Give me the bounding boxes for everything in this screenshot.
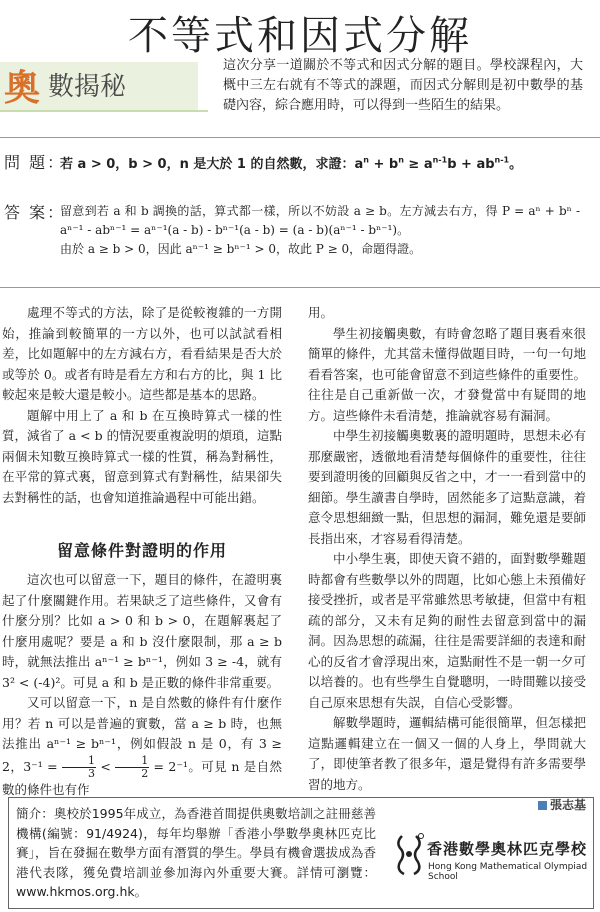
divider-top [0, 137, 600, 138]
right-paragraph-2: 中學生初接觸奧數裏的證明題時，思想未必有那麼嚴密，透徹地看清楚每個條件的重要性，往往要到證明後的回顧與反省之中，才一一看到當中的細節。學生讀書自學時，固然能多了這點意識，着意令思想細緻一點，但思想的漏洞，難免還是要師長指出來，才容易看得清楚。 [308, 428, 586, 546]
author-byline: 張志基 [308, 795, 586, 816]
right-paragraph-0: 用。 [308, 305, 334, 320]
school-name-chinese: 香港數學奧林匹克學校 [427, 840, 588, 858]
left-column-bottom [2, 570, 282, 800]
answer-text [60, 202, 580, 259]
left-paragraph-3: 這次也可以留意一下，題目的條件，在證明裏起了什麼關鍵作用。若果缺乏了這些條件，又會有什麼分別？比如 a > 0 和 b > 0，在題解裏起了什麼用處呢？要是 a 和 b 沒什麼限制，那 a ≥ b 時，就無法推出 aⁿ⁻¹ ≥ bⁿ⁻¹，例如 3 ≥ -4，就有 3² < (-4)²。可見 a 和 b 是正數的條件非常重要。 [2, 572, 282, 690]
page-title: 不等式和因式分解 [128, 13, 472, 59]
divider-middle [0, 287, 600, 288]
intro-paragraph: 這次分享一道關於不等式和因式分解的題目。學校課程內，大概中三左右就有不等式的課題，而因式分解則是初中數學的基礎內容，綜合應用時，可以得到一些陌生的結果。 [223, 58, 583, 113]
subheading: 留意條件對證明的作用 [56, 541, 227, 560]
question-text: 若 a > 0，b > 0，n 是大於 1 的自然數，求證：$a^n + b^n \ge a^{n-1}b + ab^{n-1}$。 [60, 155, 523, 172]
school-logo-icon [394, 832, 424, 876]
right-paragraph-4: 解數學題時，邏輯結構可能很簡單，但怎樣把這點邏輯建立在一個又一個的人身上，學問就大了，即使筆者教了很多年，還是覺得有許多需要學習的地方。 [308, 715, 586, 792]
right-paragraph-1: 學生初接觸奧數，有時會忽略了題目裏看來很簡單的條件，尤其當未懂得做題目時，一句一句地看看答案，也可能會留意不到這些條件的重要性。往往是自己重新做一次，才發覺當中有疑問的地方。這些條件未看清楚，推論就容易有漏洞。 [308, 325, 586, 423]
footer-intro: 簡介：奧校於1995年成立，為香港首間提供奧數培訓之註冊慈善機構(編號：91/4924)，每年均舉辦「香港小學數學奧林匹克比賽」，旨在發掘在數學方面有潛質的學生。學員有機會選拔成為香港代表隊，獲免費培訓並參加海內外重要大賽。詳情可瀏覽：www.hkmos.org.hk。 [16, 806, 376, 899]
right-paragraph-3: 中小學生裏，即使天資不錯的，面對數學難題時都會有些數學以外的問題，比如心態上未預備好接受挫折，或者是平常雖然思考敏捷，但當中有粗疏的部分，又未有足夠的耐性去留意到當中的漏洞。因為思想的疏漏，往往是需要詳細的表達和耐心的反省才會浮現出來，這點耐性不是一朝一夕可以培養的。也有些學生自覺聰明，一時間難以接受自己原來思想有失誤，自信心受影響。 [308, 551, 586, 710]
left-paragraph-2: 題解中用上了 a 和 b 在互換時算式一樣的性質，減省了 a < b 的情況要重複說明的煩瑣，這點兩個未知數互換時算式一樣的性質，稱為對稱性，在平常的算式裏，留意到算式有對稱性，結果卻失去對稱性的話，也會知道推論過程中可能出錯。 [2, 407, 282, 505]
school-name-english: Hong Kong Mathematical Olympiad School [428, 862, 588, 882]
fraction-one-half: $\frac{1}{2}$ [115, 755, 149, 780]
fraction-one-third: $\frac{1}{3}$ [62, 755, 96, 780]
answer-line-2: 由於 a ≥ b > 0，因此 aⁿ⁻¹ ≥ bⁿ⁻¹ > 0，故此 P ≥ 0，命題得證。 [60, 242, 422, 256]
column-badge-word: 數揭秘 [48, 72, 127, 102]
right-column [308, 303, 586, 816]
left-paragraph-4: 又可以留意一下，n 是自然數的條件有什麼作用？若 n 可以是普遍的實數，當 a ≥ b 時，也無法推出 aⁿ⁻¹ ≥ bⁿ⁻¹，例如假設 n 是 0，有 3 ≥ 2，3⁻¹ = $\frac{1}{3}$ < $\frac{1}{2}$ = 2⁻¹。可見 n 是自然數的條件也有作 [2, 695, 283, 797]
left-paragraph-1: 處理不等式的方法，除了是從較複雜的一方開始，推論到較簡單的一方以外，也可以試試看相差，比如題解中的左方減右方，看看結果是否大於或等於 0。或者有時是看左方和右方的比，與 1 比較起來是較大還是較小。這些都是基本的思路。 [2, 305, 282, 402]
question-label: 問 題： [4, 153, 66, 172]
left-column-top [2, 303, 282, 508]
answer-label: 答 案： [4, 203, 66, 222]
column-badge-char: 奧 [4, 68, 41, 109]
answer-line-1: 留意到若 a 和 b 調換的話，算式都一樣，所以不妨設 a ≥ b。左方減去右方，得 P = aⁿ + bⁿ - aⁿ⁻¹ - abⁿ⁻¹ = aⁿ⁻¹(a - b) - bⁿ⁻¹(a - b) = (a - b)(aⁿ⁻¹ - bⁿ⁻¹)。 [60, 204, 580, 237]
